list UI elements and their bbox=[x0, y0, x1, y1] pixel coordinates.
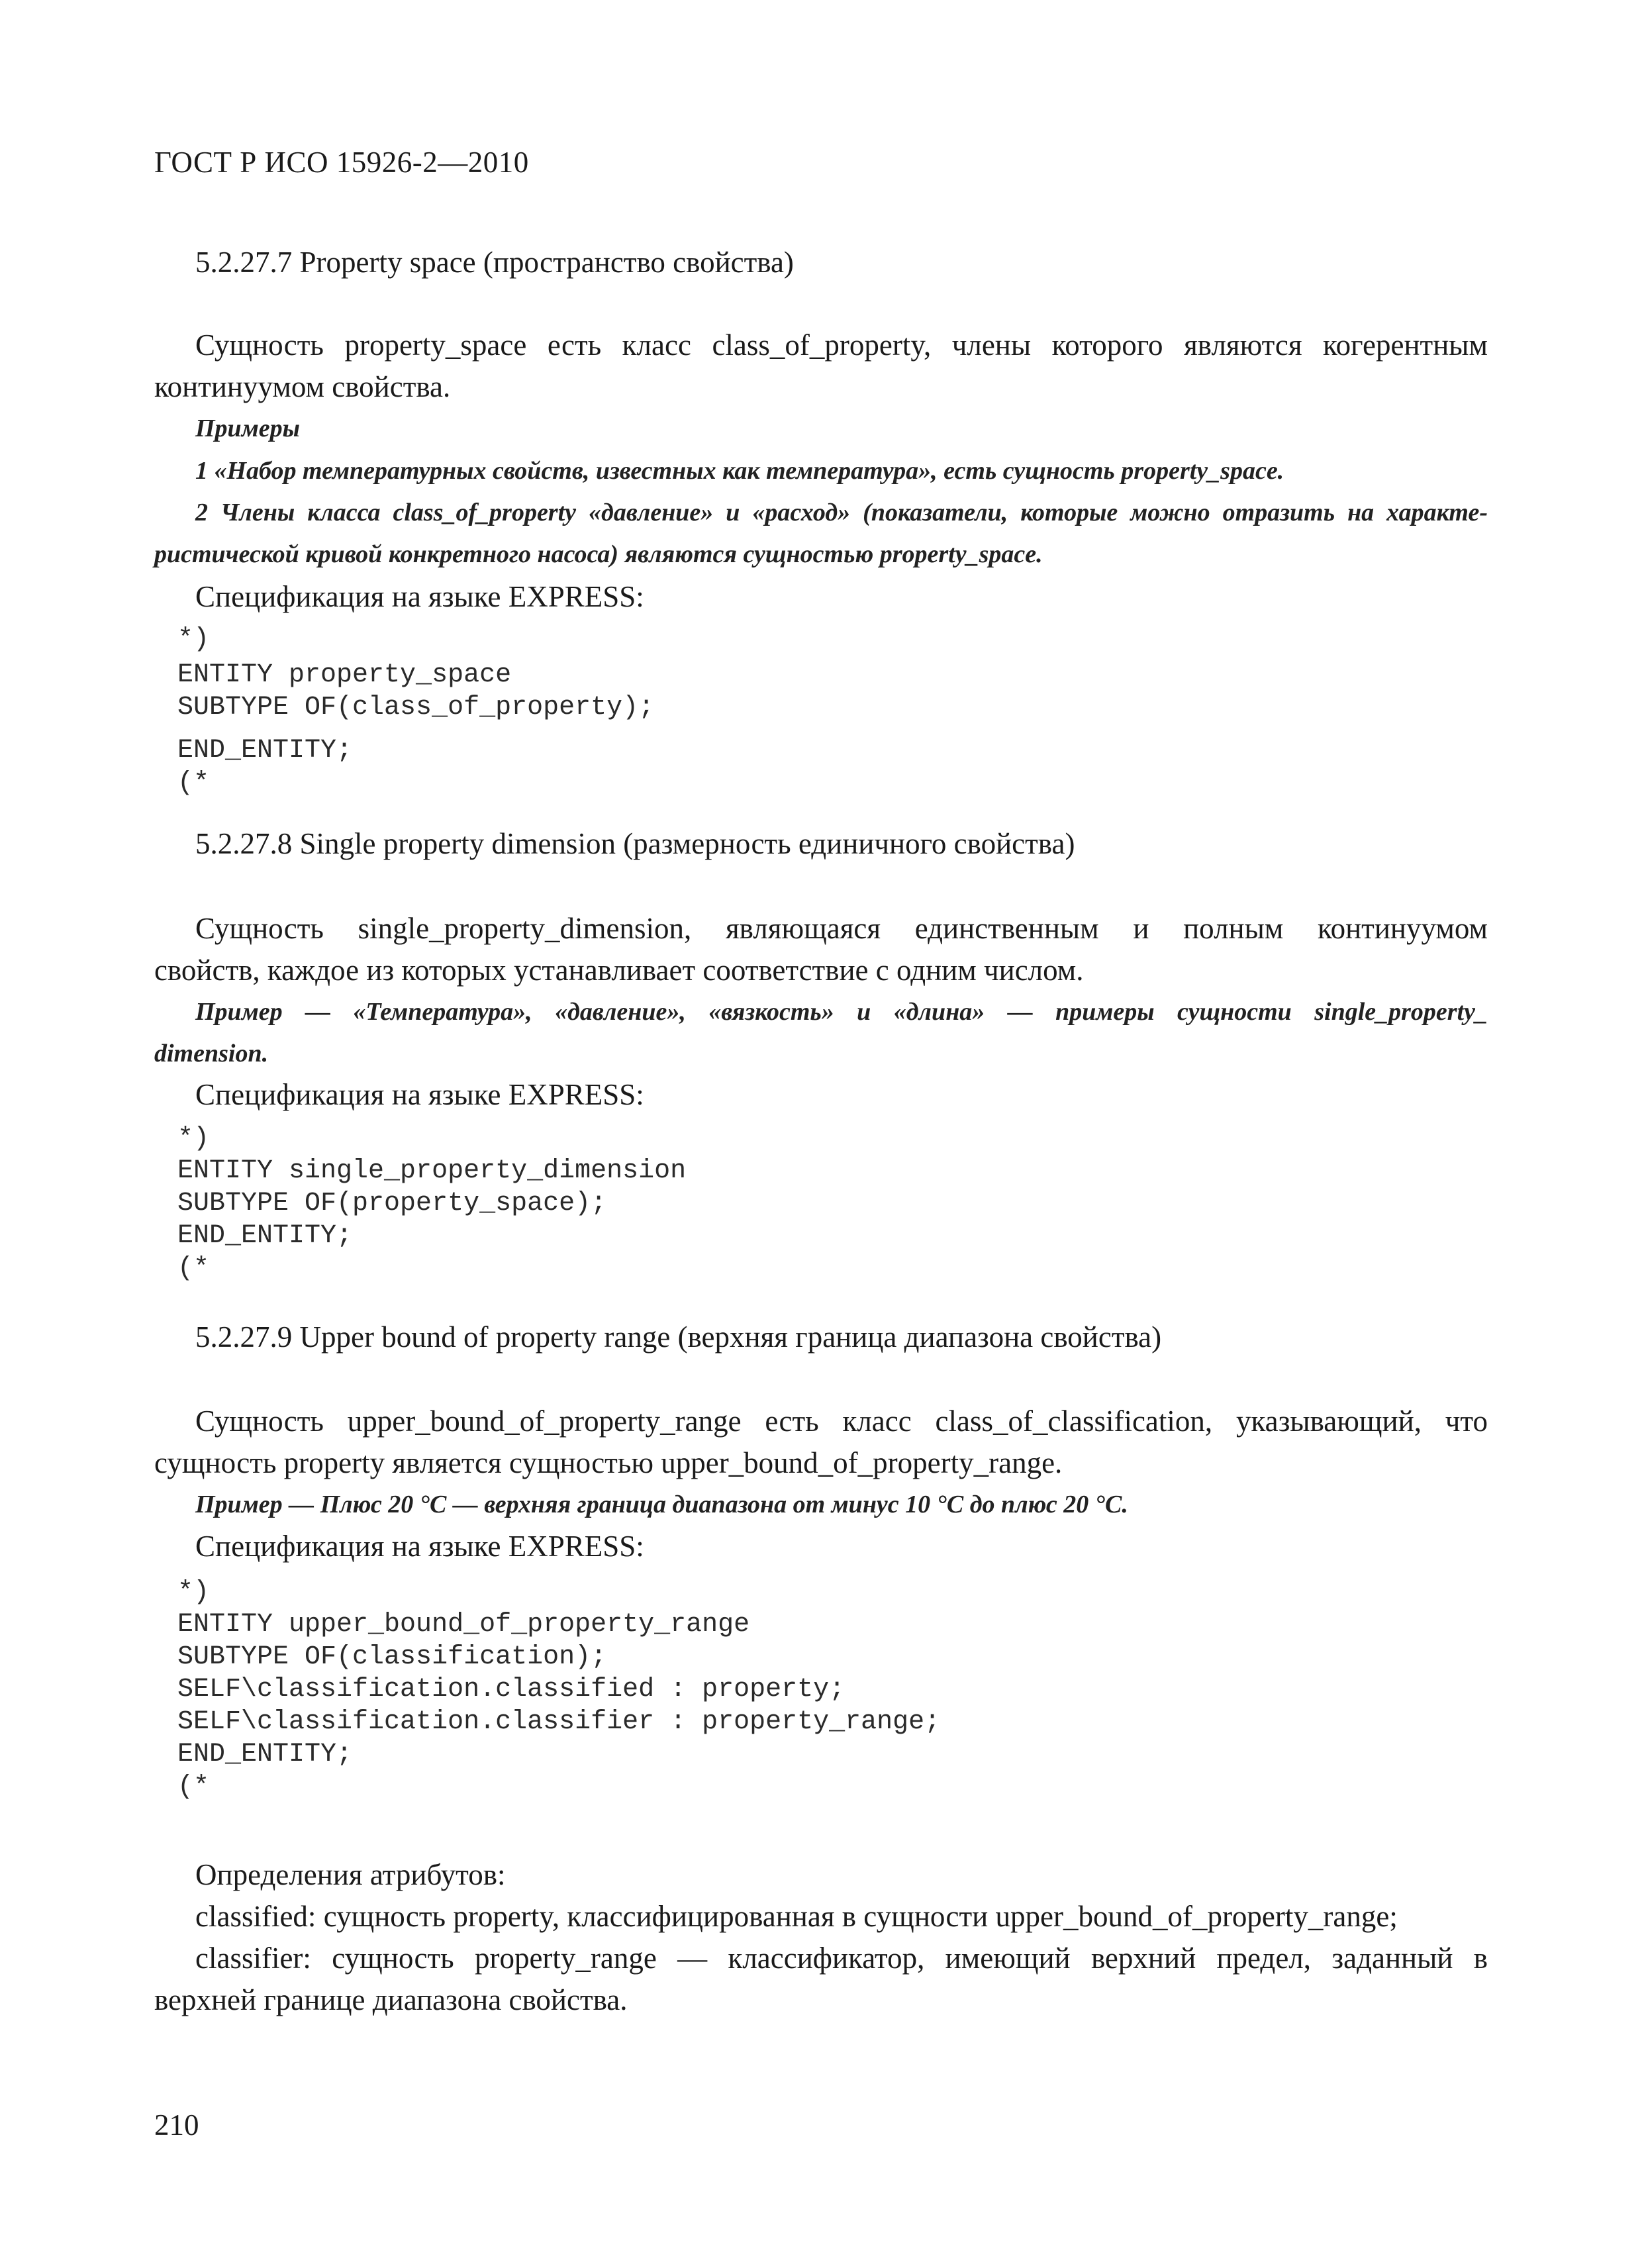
example-line: Пример — Плюс 20 °С — верхняя граница диапазона от минус 10 °С до плюс 20 °С. bbox=[195, 1491, 1128, 1518]
code-line: (* bbox=[177, 1772, 210, 1802]
paragraph-line: свойств, каждое из которых устанавливает соответствие с одним числом. bbox=[154, 954, 1084, 987]
attribute-definition: classified: сущность property, классифицированная в сущности upper_bound_of_property_range; bbox=[195, 1900, 1398, 1933]
paragraph-line: Сущность property_space есть класс class_of_property, члены которого являются когерентным bbox=[195, 328, 1488, 362]
example-line: ристической кривой конкретного насоса) являются сущностью property_space. bbox=[154, 540, 1043, 568]
paragraph-line: Сущность single_property_dimension, являющаяся единственным и полным континуумом bbox=[195, 912, 1488, 945]
attributes-title: Определения атрибутов: bbox=[195, 1858, 506, 1891]
code-line: (* bbox=[177, 768, 210, 798]
express-label: Спецификация на языке EXPRESS: bbox=[195, 580, 644, 613]
code-line: END_ENTITY; bbox=[177, 1221, 353, 1251]
attribute-definition: верхней границе диапазона свойства. bbox=[154, 1983, 628, 2016]
section-heading: 5.2.27.7 Property space (пространство свойства) bbox=[195, 246, 794, 279]
express-label: Спецификация на языке EXPRESS: bbox=[195, 1078, 644, 1111]
section-heading: 5.2.27.9 Upper bound of property range (верхняя граница диапазона свойства) bbox=[195, 1320, 1162, 1354]
code-line: SUBTYPE OF(property_space); bbox=[177, 1189, 607, 1218]
example-line: dimension. bbox=[154, 1040, 269, 1067]
code-line: SUBTYPE OF(classification); bbox=[177, 1642, 607, 1672]
code-line: ENTITY single_property_dimension bbox=[177, 1156, 687, 1186]
page-number: 210 bbox=[154, 2108, 199, 2142]
examples-label: Примеры bbox=[195, 415, 300, 442]
code-line: SELF\classification.classifier : property_range; bbox=[177, 1707, 941, 1737]
standard-header: ГОСТ Р ИСО 15926-2—2010 bbox=[154, 146, 529, 179]
section-heading: 5.2.27.8 Single property dimension (размерность единичного свойства) bbox=[195, 827, 1075, 860]
code-line: *) bbox=[177, 1577, 210, 1607]
code-line: (* bbox=[177, 1254, 210, 1283]
code-line: SUBTYPE OF(class_of_property); bbox=[177, 693, 655, 722]
code-line: ENTITY upper_bound_of_property_range bbox=[177, 1610, 750, 1640]
code-line: *) bbox=[177, 624, 210, 654]
code-line: ENTITY property_space bbox=[177, 660, 512, 690]
express-label: Спецификация на языке EXPRESS: bbox=[195, 1530, 644, 1563]
paragraph-line: Сущность upper_bound_of_property_range есть класс class_of_classification, указывающий, что bbox=[195, 1405, 1488, 1438]
paragraph-line: континуумом свойства. bbox=[154, 370, 451, 403]
paragraph-line: сущность property является сущностью upper_bound_of_property_range. bbox=[154, 1446, 1063, 1479]
code-line: SELF\classification.classified : property; bbox=[177, 1675, 845, 1704]
attribute-definition: classifier: сущность property_range — классификатор, имеющий верхний предел, заданный в bbox=[195, 1942, 1488, 1975]
code-line: END_ENTITY; bbox=[177, 736, 353, 765]
code-line: END_ENTITY; bbox=[177, 1740, 353, 1769]
example-line: Пример — «Температура», «давление», «вязкость» и «длина» — примеры сущности single_property_ bbox=[195, 998, 1488, 1026]
code-line: *) bbox=[177, 1124, 210, 1154]
example-line: 1 «Набор температурных свойств, известных как температура», есть сущность property_space. bbox=[195, 457, 1284, 485]
example-line: 2 Члены класса class_of_property «давление» и «расход» (показатели, которые можно отразить на характе- bbox=[195, 499, 1488, 526]
